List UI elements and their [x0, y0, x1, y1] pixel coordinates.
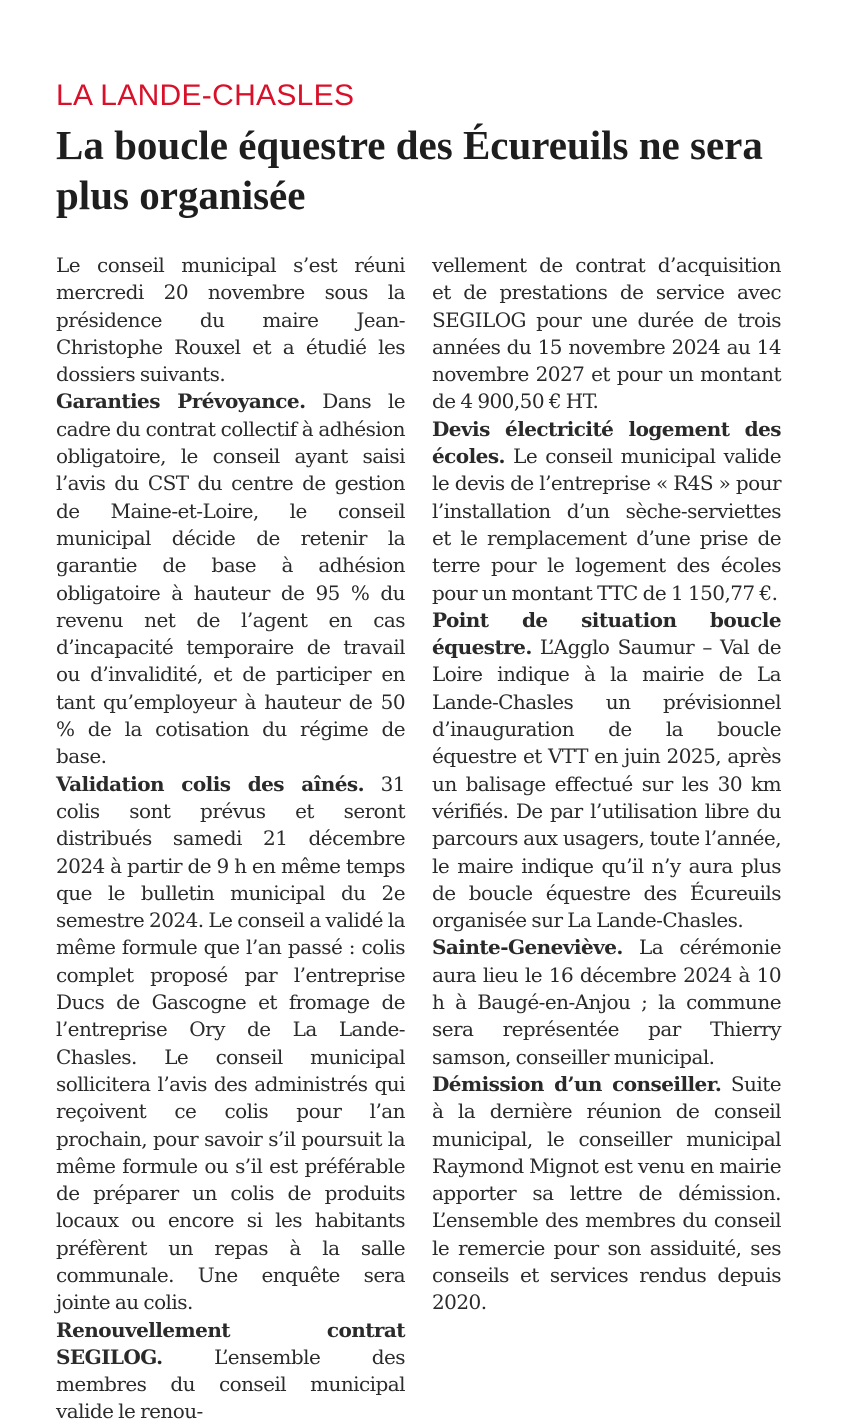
paragraph-text: Suite à la dernière réunion de conseil municipal, le conseiller municipal Raymond Mignot est venu en mairie apporter sa lettre de démission. L’ensemble des membres du conseil le remercie pour son assiduité, ses conseils et services rendus depuis 2020. — [432, 1071, 781, 1315]
paragraph-lead: Devis électricité logement des écoles. — [432, 416, 781, 469]
paragraph-contrat-segilog — [56, 1317, 405, 1426]
paragraph-intro — [56, 252, 405, 388]
paragraph-segilog-continued — [432, 252, 781, 416]
paragraph-text: vellement de contrat d’acquisition et de prestations de service avec SEGILOG pour une durée de trois années du 15 novembre 2024 au 14 novembre 2027 et pour un montant de 4 900,50 € HT. — [432, 253, 781, 414]
paragraph-text: L’Agglo Saumur – Val de Loire indique à la mairie de La Lande-Chasles un prévisionnel d’inauguration de la boucle équestre et VTT en juin 2025, après un balisage effectué sur les 30 km vérifiés. De par l’utilisation libre du parcours aux usagers, toute l’année, le maire indique qu’il n’y aura plus de boucle équestre des Écureuils organisée sur La Lande-Chasles. — [432, 635, 781, 933]
paragraph-lead: Point de situation boucle équestre. — [432, 607, 781, 660]
paragraph-text: 31 colis sont prévus et seront distribués samedi 21 décembre 2024 à partir de 9 h en même temps que le bulletin municipal du 2e semestre 2024. Le conseil a validé la même formule que l’an passé : colis complet proposé par l’entreprise Ducs de Gascogne et fromage de l’entreprise Ory de La Lande-Chasles. Le conseil municipal sollicitera l’avis des administrés qui reçoivent ce colis pour l’an prochain, pour savoir s’il poursuit la même formule ou s’il est préférable de préparer un colis de produits locaux ou encore si les habitants préfèrent un repas à la salle communale. Une enquête sera jointe au colis. — [56, 771, 405, 1315]
paragraph-text: Dans le cadre du contrat collectif à adhésion obligatoire, le conseil ayant saisi l’avis du CST du centre de gestion de Maine-et-Loire, le conseil municipal décide de retenir la garantie de base à adhésion obligatoire à hauteur de 95 % du revenu net de l’agent en cas d’incapacité temporaire de travail ou d’invalidité, et de participer en tant qu’employeur à hauteur de 50 % de la cotisation du régime de base. — [56, 389, 406, 769]
paragraph-demission-conseiller — [432, 1071, 781, 1317]
article-column-right — [432, 252, 781, 1317]
article-column-left — [56, 252, 405, 1426]
paragraph-lead: Démission d’un conseiller. — [432, 1071, 722, 1096]
paragraph-lead: Validation colis des aînés. — [56, 771, 364, 796]
article-kicker: LA LANDE-CHASLES — [56, 79, 355, 112]
paragraph-colis-aines — [56, 771, 405, 1317]
paragraph-lead: Renouvellement contrat SEGILOG. — [56, 1317, 405, 1369]
article-headline: La boucle équestre des Écureuils ne sera plus organisée — [56, 122, 763, 218]
paragraph-boucle-equestre — [432, 607, 781, 935]
paragraph-sainte-genevieve — [432, 934, 781, 1070]
paragraph-text: Le conseil municipal s’est réuni mercredi 20 novembre sous la présidence du maire Jean-Christophe Rouxel et a étudié les dossiers suivants. — [56, 253, 405, 387]
paragraph-text: Le conseil municipal valide le devis de l’entreprise « R4S » pour l’installation d’un sèche-serviettes et le remplacement d’une prise de terre pour le logement des écoles pour un montant TTC de 1 150,77 €. — [432, 444, 781, 605]
paragraph-text: L’ensemble des membres du conseil municipal valide le renou- — [56, 1344, 405, 1424]
paragraph-lead: Garanties Prévoyance. — [56, 389, 306, 414]
paragraph-garanties-prevoyance — [56, 388, 405, 770]
paragraph-text: La cérémonie aura lieu le 16 décembre 2024 à 10 h à Baugé-en-Anjou ; la commune sera représentée par Thierry samson, conseiller municipal. — [432, 935, 781, 1069]
paragraph-devis-electricite — [432, 416, 781, 607]
paragraph-lead: Sainte-Geneviève. — [432, 935, 623, 960]
